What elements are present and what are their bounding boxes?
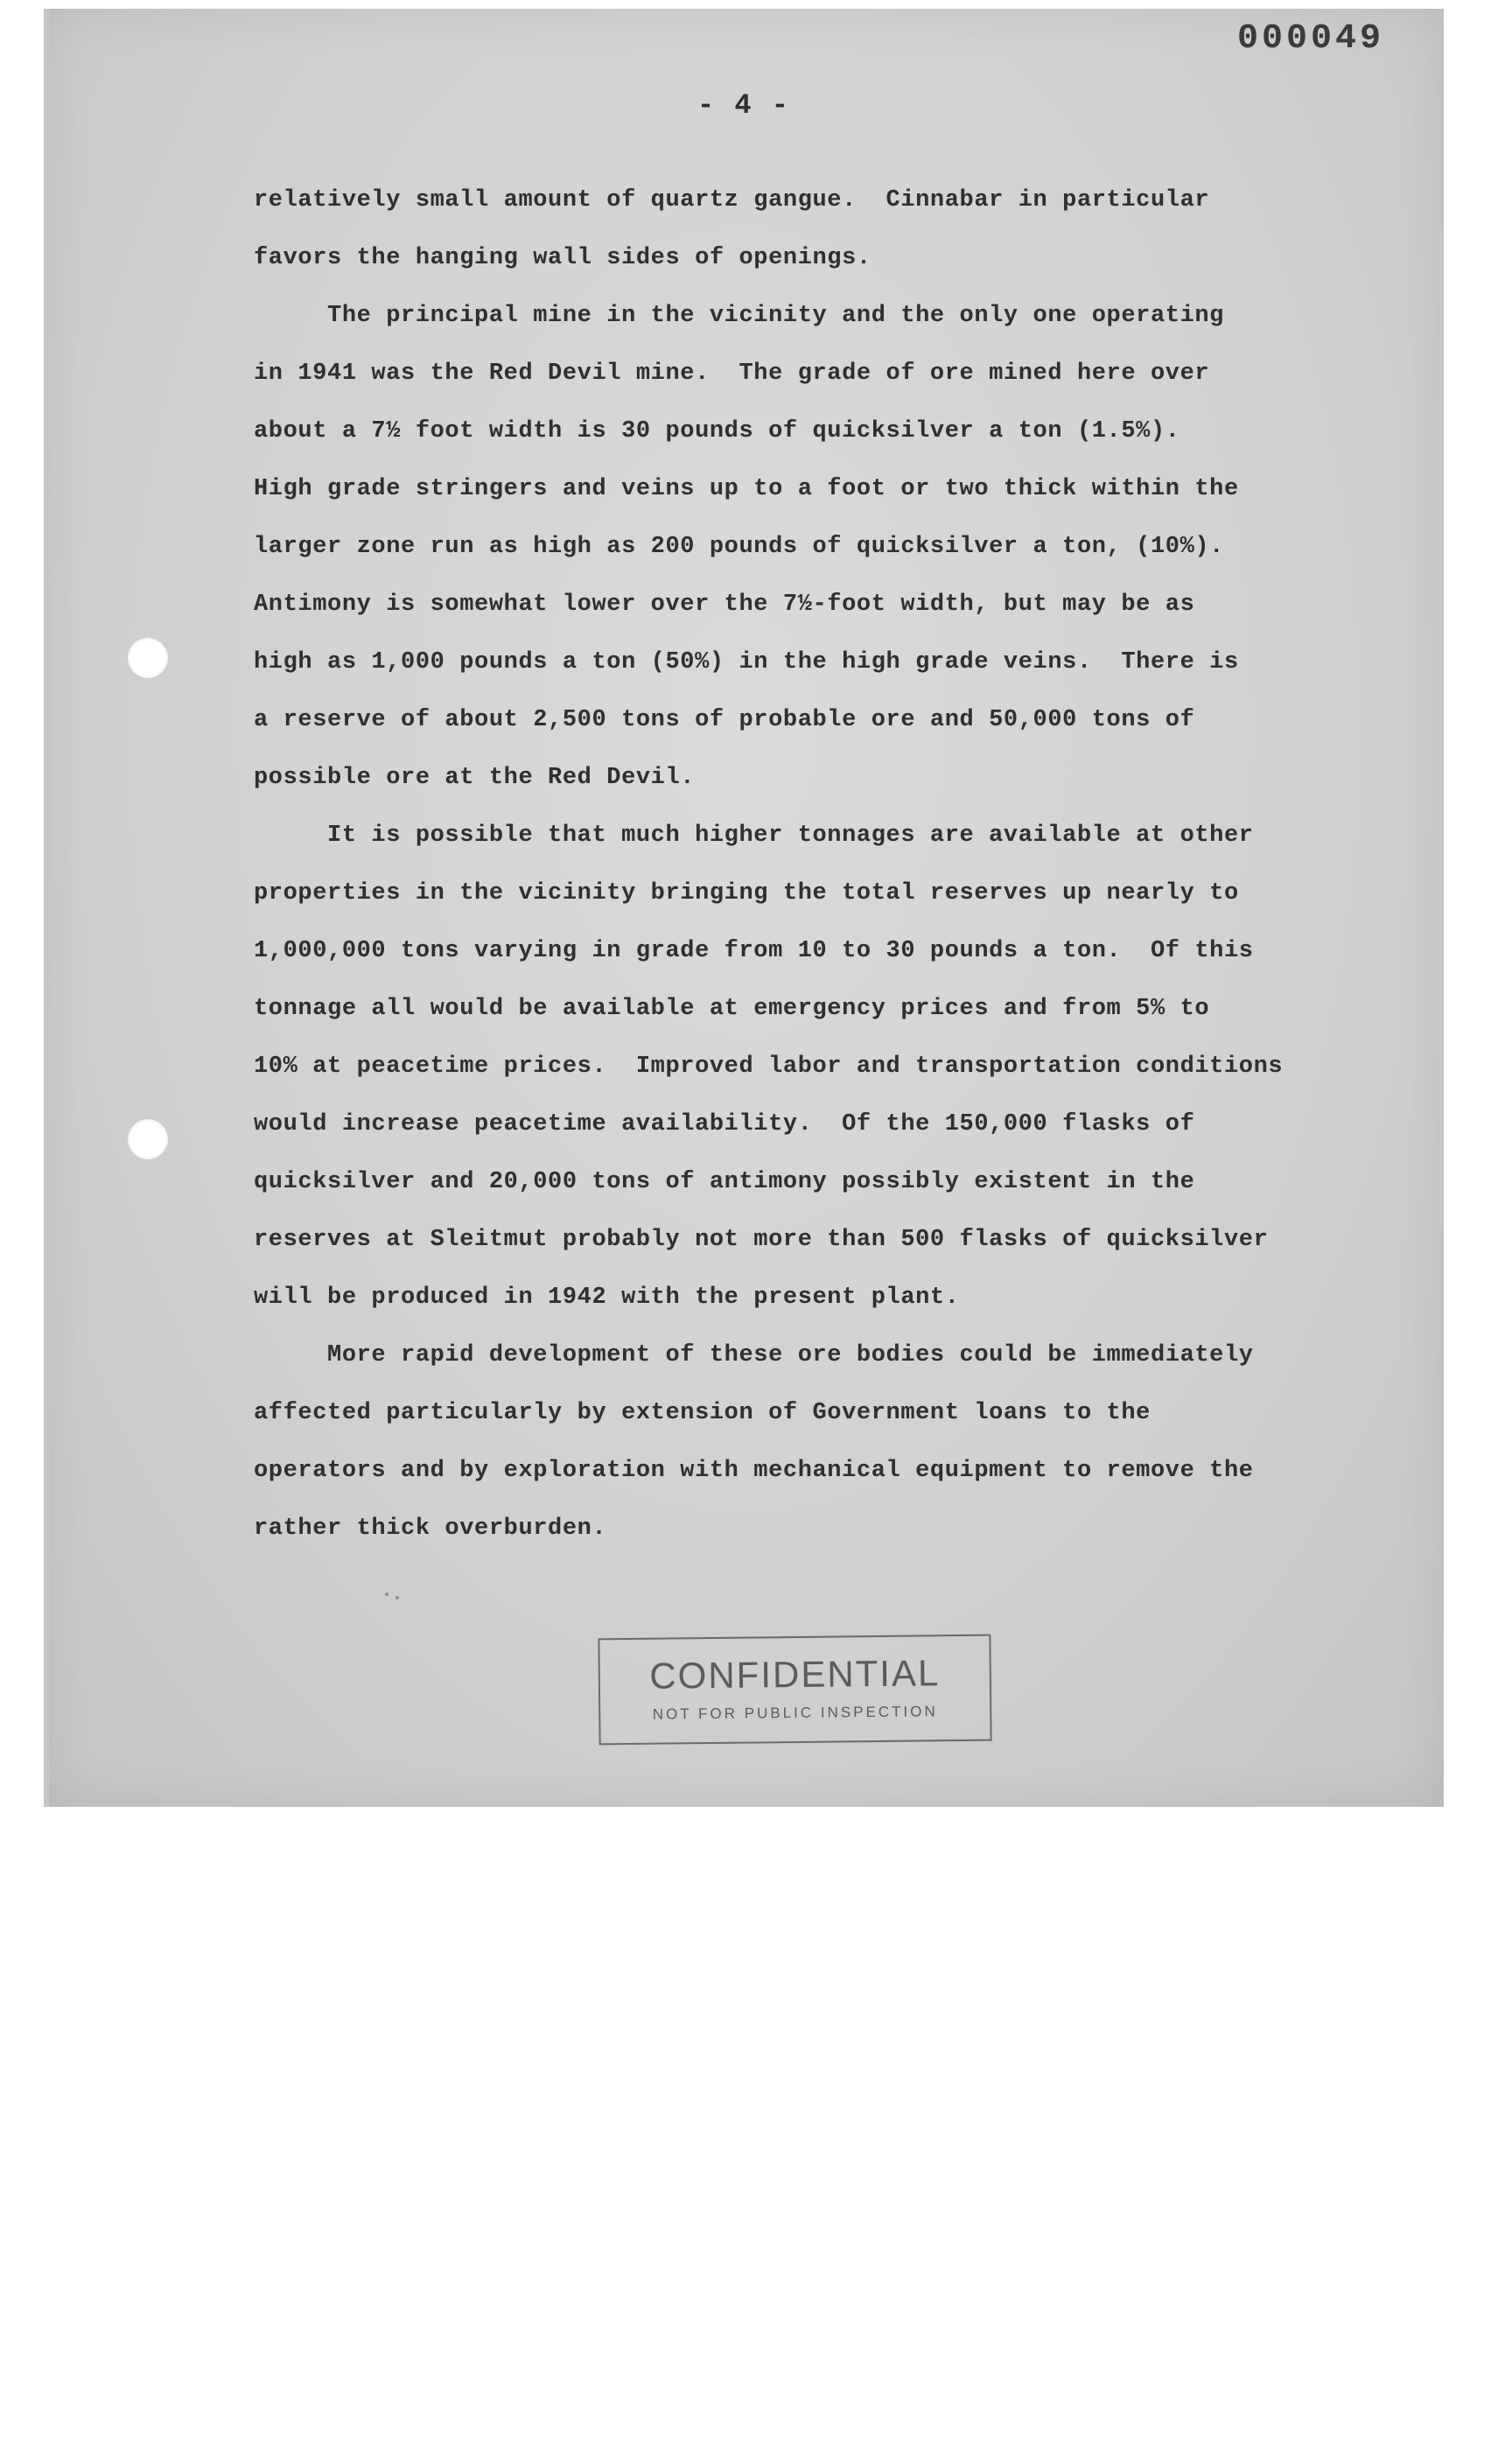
- speck: [385, 1592, 388, 1596]
- punch-hole-icon: [128, 1119, 168, 1159]
- text-line: will be produced in 1942 with the present plant.: [254, 1284, 960, 1311]
- text-line: relatively small amount of quartz gangue. Cinnabar in particular: [254, 187, 1210, 214]
- text-line: The principal mine in the vicinity and the only one operating: [254, 303, 1224, 329]
- text-line: possible ore at the Red Devil.: [254, 765, 696, 791]
- text-line: Antimony is somewhat lower over the 7½-foot width, but may be as: [254, 592, 1195, 618]
- text-line: would increase peacetime availability. Of the 150,000 flasks of: [254, 1111, 1195, 1138]
- page-edge: [44, 9, 49, 1807]
- text-line: More rapid development of these ore bodies could be immediately: [254, 1342, 1254, 1368]
- confidential-stamp: [598, 1634, 991, 1746]
- text-line: It is possible that much higher tonnages are available at other: [254, 822, 1254, 849]
- text-line: affected particularly by extension of Government loans to the: [254, 1400, 1151, 1426]
- stamp-title: CONFIDENTIAL: [649, 1652, 941, 1697]
- text-line: 1,000,000 tons varying in grade from 10 to 30 pounds a ton. Of this: [254, 938, 1254, 964]
- text-line: larger zone run as high as 200 pounds of quicksilver a ton, (10%).: [254, 534, 1224, 560]
- document-page: [44, 9, 1444, 1807]
- text-line: in 1941 was the Red Devil mine. The grade of ore mined here over: [254, 360, 1210, 387]
- text-line: tonnage all would be available at emergency prices and from 5% to: [254, 996, 1210, 1022]
- text-line: about a 7½ foot width is 30 pounds of quicksilver a ton (1.5%).: [254, 418, 1180, 444]
- text-line: High grade stringers and veins up to a foot or two thick within the: [254, 476, 1239, 502]
- text-line: reserves at Sleitmut probably not more than 500 flasks of quicksilver: [254, 1227, 1269, 1253]
- text-line: properties in the vicinity bringing the total reserves up nearly to: [254, 880, 1239, 906]
- document-number: 000049: [1236, 19, 1384, 59]
- text-line: favors the hanging wall sides of openings.: [254, 245, 872, 271]
- text-line: rather thick overburden.: [254, 1516, 607, 1542]
- text-line: quicksilver and 20,000 tons of antimony possibly existent in the: [254, 1169, 1195, 1195]
- text-line: a reserve of about 2,500 tons of probable ore and 50,000 tons of: [254, 707, 1195, 733]
- speck: [396, 1596, 399, 1600]
- text-line: operators and by exploration with mechanical equipment to remove the: [254, 1458, 1254, 1484]
- punch-hole-icon: [128, 638, 168, 678]
- body-text: [254, 172, 1339, 1558]
- page-number: - 4 -: [696, 89, 790, 122]
- text-line: high as 1,000 pounds a ton (50%) in the high grade veins. There is: [254, 649, 1239, 676]
- stamp-subtitle: NOT FOR PUBLIC INSPECTION: [652, 1703, 938, 1723]
- text-line: 10% at peacetime prices. Improved labor and transportation conditions: [254, 1054, 1284, 1080]
